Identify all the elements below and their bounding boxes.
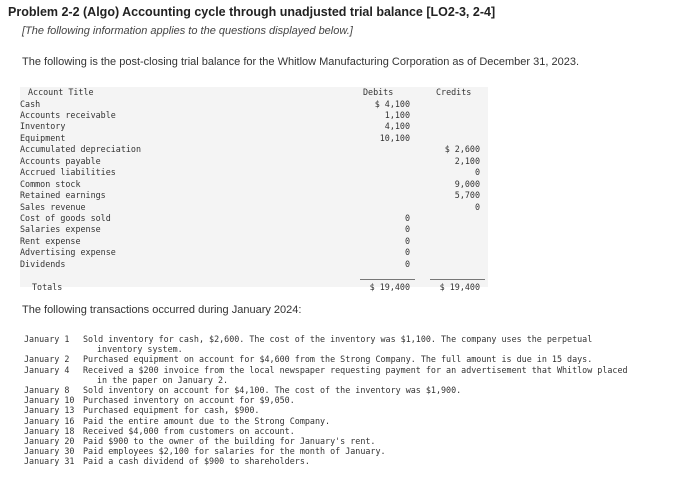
account-title: Salaries expense — [20, 224, 101, 235]
transaction-description: Received a $200 invoice from the local newspaper requesting payment for an advertisement that Whitlow placed — [83, 364, 628, 375]
transaction-date: January 20 — [24, 436, 75, 446]
transaction-date: January 2 — [24, 354, 70, 365]
total-debits: $ 19,400 — [369, 282, 410, 293]
transaction-description: inventory system. — [97, 344, 183, 355]
transactions-intro: The following transactions occurred during January 2024: — [22, 304, 302, 316]
transaction-description: Purchased inventory on account for $9,050. — [83, 395, 295, 406]
account-title: Rent expense — [20, 235, 81, 246]
problem-title: Problem 2-2 (Algo) Accounting cycle through unadjusted trial balance [LO2-3, 2-4] — [8, 5, 496, 19]
col-header-account: Account Title — [28, 87, 94, 97]
transaction-date: January 31 — [24, 456, 75, 467]
debit-amount: $ 4,100 — [374, 98, 410, 109]
transaction-date: January 16 — [24, 415, 75, 426]
transaction-date: January 10 — [24, 395, 75, 406]
account-title: Equipment — [20, 132, 66, 143]
credit-amount: 0 — [474, 167, 480, 178]
account-title: Inventory — [20, 121, 66, 132]
debit-amount: 0 — [404, 235, 410, 246]
credit-amount: 9,000 — [454, 178, 480, 189]
info-note: [The following information applies to the questions displayed below.] — [22, 25, 353, 37]
transaction-description: Paid $900 to the owner of the building for January's rent. — [83, 436, 376, 446]
transaction-date: January 18 — [24, 425, 75, 436]
account-title: Accumulated depreciation — [20, 144, 142, 155]
account-title: Sales revenue — [20, 201, 86, 212]
credit-total-rule — [430, 279, 485, 280]
credit-amount: $ 2,600 — [444, 144, 480, 155]
credit-amount: 5,700 — [454, 190, 480, 201]
credit-amount: 0 — [474, 201, 480, 212]
transaction-date: January 4 — [24, 364, 70, 375]
transaction-date: January 30 — [24, 446, 75, 457]
totals-label: Totals — [32, 282, 63, 293]
account-title: Cash — [20, 98, 41, 109]
transaction-description: in the paper on January 2. — [97, 374, 229, 385]
transaction-description: Received $4,000 from customers on account. — [83, 425, 295, 436]
trial-balance-intro: The following is the post-closing trial balance for the Whitlow Manufacturing Corporation as of December 31, 2023. — [22, 56, 580, 68]
transaction-description: Paid the entire amount due to the Strong Company. — [83, 415, 331, 426]
account-title: Common stock — [20, 178, 81, 189]
total-credits: $ 19,400 — [439, 282, 480, 293]
debit-amount: 4,100 — [384, 121, 410, 132]
account-title: Accrued liabilities — [20, 167, 116, 178]
transaction-date: January 8 — [24, 385, 70, 395]
trial-balance-table — [20, 87, 488, 293]
transaction-description: Sold inventory on account for $4,100. The cost of the inventory was $1,900. — [83, 385, 462, 395]
col-header-credits: Credits — [436, 87, 472, 97]
account-title: Accounts receivable — [20, 109, 116, 120]
credit-amount: 2,100 — [454, 155, 480, 166]
transaction-description: Paid a cash dividend of $900 to shareholders. — [83, 456, 310, 467]
account-title: Retained earnings — [20, 190, 106, 201]
col-header-debits: Debits — [363, 87, 394, 97]
transaction-description: Sold inventory for cash, $2,600. The cost of the inventory was $1,100. The company uses the perpetual — [83, 334, 593, 344]
debit-amount: 0 — [404, 247, 410, 258]
account-title: Cost of goods sold — [20, 213, 111, 223]
transaction-description: Paid employees $2,100 for salaries for the month of January. — [83, 446, 386, 457]
debit-amount: 0 — [404, 224, 410, 235]
account-title: Dividends — [20, 258, 66, 269]
debit-total-rule — [360, 279, 415, 280]
debit-amount: 10,100 — [379, 132, 410, 143]
account-title: Accounts payable — [20, 155, 101, 166]
debit-amount: 0 — [404, 213, 410, 223]
transaction-date: January 1 — [24, 334, 70, 344]
account-title: Advertising expense — [20, 247, 116, 258]
debit-amount: 0 — [404, 258, 410, 269]
transaction-date: January 13 — [24, 405, 75, 416]
transaction-description: Purchased equipment on account for $4,600 from the Strong Company. The full amount is due in 15 days. — [83, 354, 593, 365]
debit-amount: 1,100 — [384, 109, 410, 120]
transaction-description: Purchased equipment for cash, $900. — [83, 405, 260, 416]
